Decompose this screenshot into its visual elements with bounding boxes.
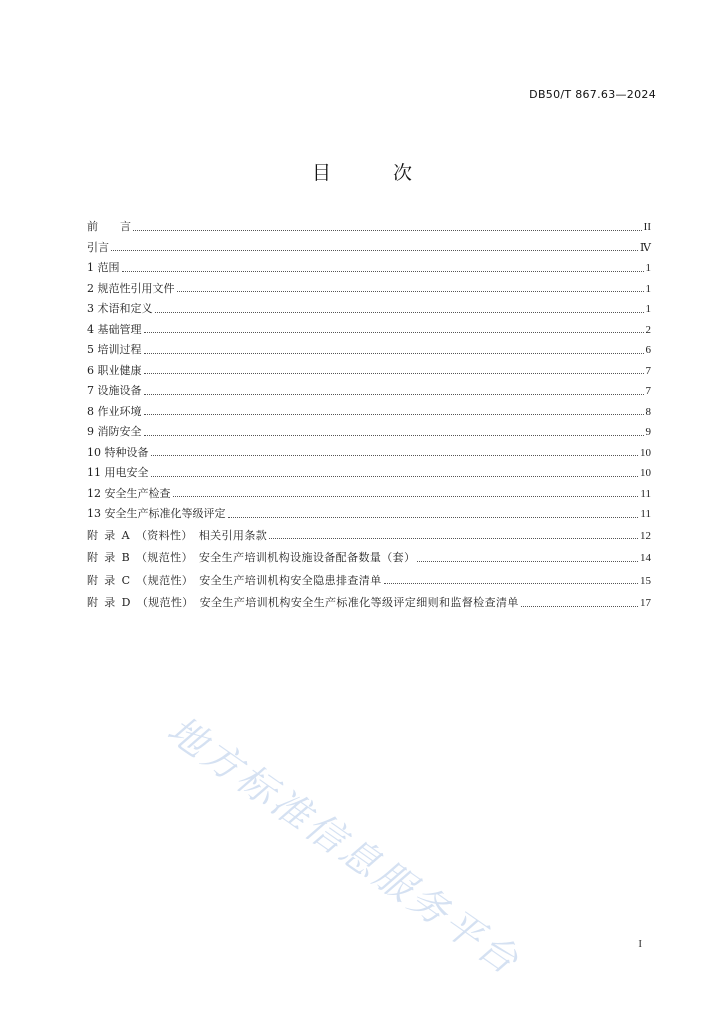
toc-entry-page: 17 <box>640 597 651 609</box>
toc-entry-label: 9 消防安全 <box>87 425 142 438</box>
toc-entry-label: 附 录 A （资料性） 相关引用条款 <box>87 528 268 542</box>
toc-entry-label: 11 用电安全 <box>87 466 149 479</box>
toc-entry-page: 9 <box>645 426 651 438</box>
toc-leader <box>228 517 639 518</box>
toc-leader <box>144 353 644 354</box>
toc-entry-label: 附 录 C （规范性） 安全生产培训机构安全隐患排查清单 <box>87 573 382 587</box>
toc-entry-page: 7 <box>645 364 651 377</box>
toc-entry-page: 2 <box>645 323 651 336</box>
toc-entry-label: 5 培训过程 <box>87 343 142 356</box>
toc-entry[interactable] <box>87 320 651 341</box>
toc-entry[interactable] <box>87 402 651 423</box>
toc-entry-page: 11 <box>640 508 651 520</box>
toc-entry-page: 1 <box>645 303 651 315</box>
toc-entry-page: 14 <box>640 552 651 564</box>
document-code: DB50/T 867.63—2024 <box>529 88 656 101</box>
toc-entry-appendix[interactable] <box>87 525 651 548</box>
toc-leader <box>144 332 644 333</box>
toc-entry-label: 8 作业环境 <box>87 404 142 418</box>
toc-entry-page: 10 <box>640 467 651 479</box>
toc-entry-label: 13 安全生产标准化等级评定 <box>87 507 226 520</box>
toc-leader <box>122 271 644 272</box>
toc-entry-page: 6 <box>645 344 651 356</box>
toc-entry[interactable] <box>87 443 651 464</box>
toc-leader <box>151 455 639 456</box>
toc-leader <box>133 230 642 231</box>
toc-entry[interactable] <box>87 422 651 443</box>
toc-entry-label: 1 范围 <box>87 261 120 274</box>
toc-leader <box>417 561 638 562</box>
toc-entry[interactable] <box>87 504 651 525</box>
toc-entry-label: 引言 <box>87 240 109 254</box>
toc-entry-page: Ⅳ <box>640 241 651 254</box>
toc-entry[interactable] <box>87 299 651 320</box>
toc-leader <box>144 394 644 395</box>
toc-leader <box>173 496 639 497</box>
toc-entry-appendix[interactable] <box>87 547 651 570</box>
toc-entry-page: 1 <box>645 262 651 274</box>
toc-entry-appendix[interactable] <box>87 570 651 593</box>
toc-entry[interactable] <box>87 463 651 484</box>
toc-entry-label: 7 设施设备 <box>87 384 142 397</box>
toc-entry-page: II <box>643 221 651 233</box>
toc-entry-page: 12 <box>640 529 651 542</box>
toc-leader <box>144 435 644 436</box>
toc-entry[interactable] <box>87 361 651 382</box>
toc-entry-label: 附 录 B （规范性） 安全生产培训机构设施设备配备数量（套） <box>87 551 416 564</box>
toc-leader <box>384 583 638 584</box>
page-title: 目 次 <box>311 162 441 184</box>
toc-entry-label: 12 安全生产检查 <box>87 486 171 500</box>
toc-entry[interactable] <box>87 217 651 238</box>
toc-entry-label: 附 录 D （规范性） 安全生产培训机构安全生产标准化等级评定细则和监督检查清单 <box>87 596 519 609</box>
toc-leader <box>177 291 644 292</box>
toc-entry[interactable] <box>87 340 651 361</box>
toc-entry-appendix[interactable] <box>87 592 651 615</box>
toc-entry-page: 1 <box>645 282 651 295</box>
toc-entry[interactable] <box>87 238 651 259</box>
toc-entry-label: 10 特种设备 <box>87 445 149 459</box>
toc-entry[interactable] <box>87 279 651 300</box>
toc-entry[interactable] <box>87 381 651 402</box>
toc-leader <box>144 414 644 415</box>
toc-entry-page: 8 <box>645 405 651 418</box>
toc-entry[interactable] <box>87 484 651 505</box>
toc-leader <box>151 476 639 477</box>
toc-entry-page: 15 <box>640 574 651 587</box>
toc-entry-page: 7 <box>645 385 651 397</box>
table-of-contents <box>87 217 651 615</box>
toc-entry-label: 前 言 <box>87 220 131 233</box>
toc-entry-label: 6 职业健康 <box>87 363 142 377</box>
toc-leader <box>521 606 638 607</box>
toc-entry-label: 4 基础管理 <box>87 322 142 336</box>
toc-leader <box>155 312 644 313</box>
toc-entry[interactable] <box>87 258 651 279</box>
toc-leader <box>111 250 638 251</box>
toc-entry-label: 3 术语和定义 <box>87 302 153 315</box>
toc-entry-label: 2 规范性引用文件 <box>87 281 175 295</box>
toc-leader <box>144 373 644 374</box>
toc-entry-page: 11 <box>640 487 651 500</box>
toc-leader <box>269 538 638 539</box>
toc-entry-page: 10 <box>640 446 651 459</box>
page-number: I <box>638 938 642 950</box>
watermark: 地方标准信息服务平台 <box>159 707 529 985</box>
